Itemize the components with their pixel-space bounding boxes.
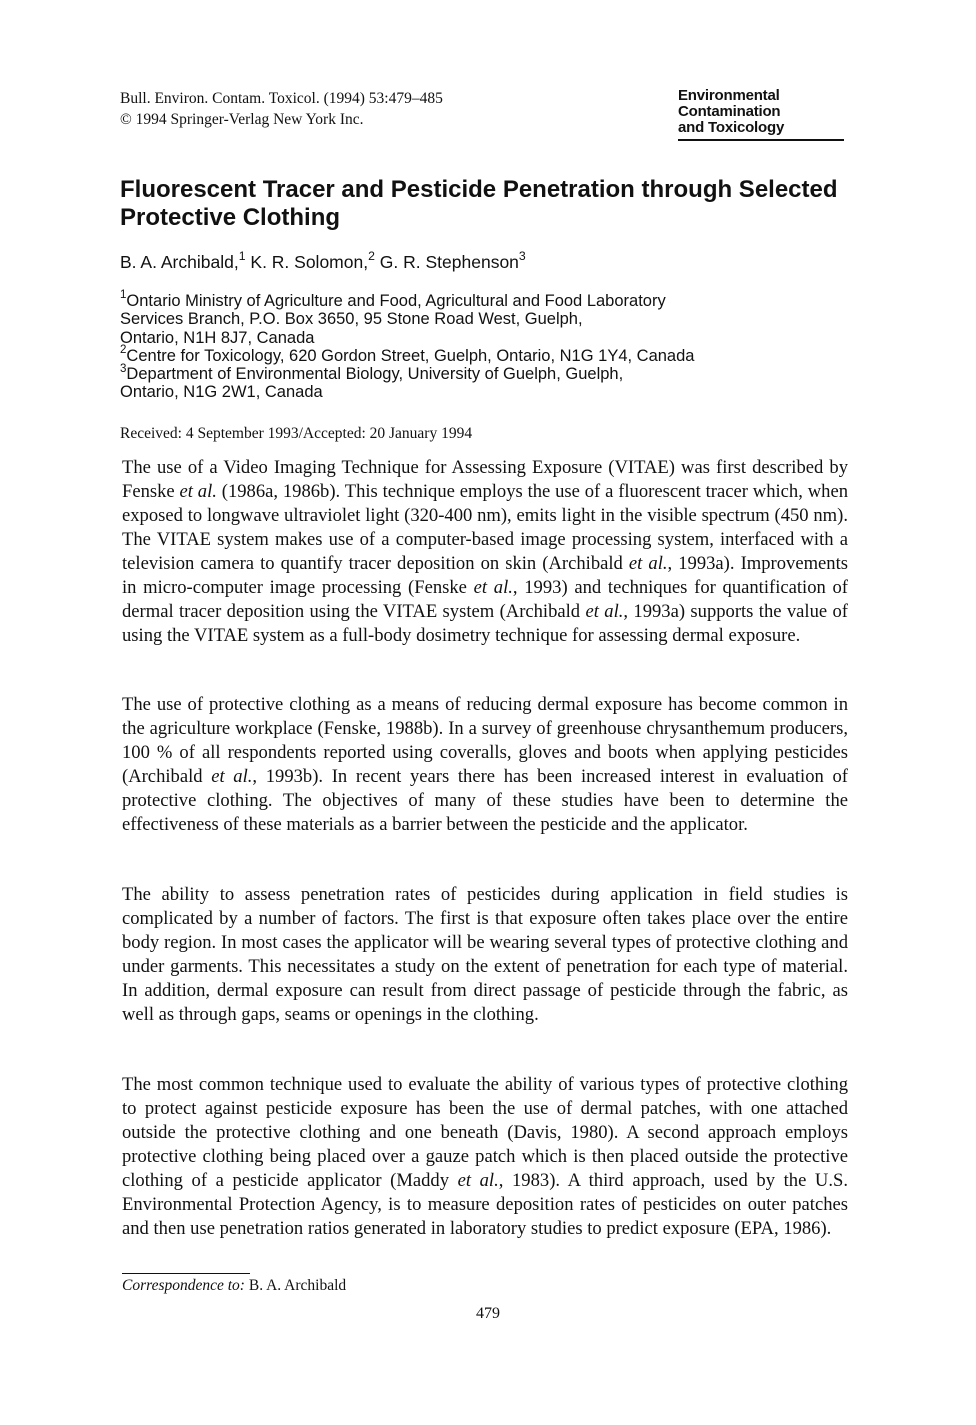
journal-logo-line: Environmental	[678, 87, 780, 104]
affiliation-line	[120, 362, 840, 384]
journal-logo-line: Contamination	[678, 103, 781, 120]
affiliation-text: Ontario Ministry of Agriculture and Food, Agricultural and Food Laboratory	[126, 292, 666, 310]
paragraph-text: The ability to assess penetration rates of pesticides during application in field studies is complicated by a number of factors. The first is that exposure often takes place over the entire body region. In most cases the applicator will be wearing several types of protective clothing and under garments. This necessitates a study on the extent of penetration for each type of material. In addition, dermal exposure can result from direct passage of pesticide through the fabric, as well as through gaps, seams or openings in the clothing.	[122, 884, 848, 1025]
author-name: G. R. Stephenson	[379, 252, 519, 272]
page-number: 479	[476, 1305, 500, 1322]
author-affiliation-mark: 3	[518, 248, 526, 263]
affiliation-text: Ontario, N1H 8J7, Canada	[120, 328, 315, 347]
journal-logo	[678, 88, 844, 141]
italic-text: et al.	[179, 481, 217, 502]
affiliation-text: Ontario, N1G 2W1, Canada	[120, 383, 323, 402]
body-paragraph	[122, 883, 848, 1027]
affiliation-list	[120, 289, 840, 402]
received-date: Received: 4 September 1993/Accepted: 20 January 1994	[120, 425, 473, 442]
affiliation-text: Services Branch, P.O. Box 3650, 95 Stone Road West, Guelph,	[120, 310, 583, 329]
paragraph-text: The use of a Video Imaging Technique for Assessing Exposure (VITAE) was first described by Fenske	[122, 457, 848, 502]
affiliation-line	[120, 289, 840, 310]
italic-text: et al.	[211, 766, 253, 787]
italic-text: et al.	[628, 553, 668, 574]
affiliation-line	[120, 344, 840, 365]
footnote-text: B. A. Archibald	[244, 1277, 347, 1294]
affiliation-line	[120, 310, 840, 328]
affiliation-mark: 2	[120, 344, 127, 357]
author-affiliation-mark: 1	[238, 248, 246, 263]
body-paragraph	[122, 456, 848, 648]
journal-logo-line: and Toxicology	[678, 119, 785, 136]
paragraph-text: (1986a, 1986b). This technique employs the use of a fluorescent tracer which, when exposed to longwave ultraviolet light (320-400 nm), emits light in the visible spectrum (450 nm). The VITAE system makes use of a computer-based image processing system, interfaced with a television camera to quantify tracer deposition on skin (Archibald	[122, 481, 848, 574]
footnote-label: Correspondence to:	[122, 1277, 245, 1294]
citation-block	[120, 88, 443, 130]
italic-text: et al.	[473, 577, 513, 598]
affiliation-mark: 1	[120, 289, 127, 302]
italic-text: et al.	[457, 1170, 499, 1191]
copyright-line: © 1994 Springer-Verlag New York Inc.	[120, 111, 364, 128]
affiliation-mark: 3	[120, 362, 127, 375]
paragraph-text: The use of protective clothing as a means of reducing dermal exposure has become common in the agriculture workplace (Fenske, 1988b). In a survey of greenhouse chrysanthemum producers, 100 % of all respondents reported using coveralls, gloves and boots when applying pesticides (Archibald	[122, 694, 848, 787]
citation-line: Bull. Environ. Contam. Toxicol. (1994) 53:479–485	[120, 90, 443, 107]
author-name: B. A. Archibald,	[120, 252, 239, 272]
author-affiliation-mark: 2	[368, 248, 375, 263]
paragraph-text: , 1983). A third approach, used by the U.S. Environmental Protection Agency, is to measure deposition rates of pesticides on outer patches and then use penetration ratios generated in laboratory studies to predict exposure (EPA, 1986).	[122, 1170, 848, 1239]
article-title: Fluorescent Tracer and Pesticide Penetration through Selected Protective Clothing	[120, 176, 838, 231]
affiliation-line	[120, 329, 840, 347]
italic-text: et al.	[585, 601, 624, 622]
paragraph-text: , 1993a). Improvements in micro-computer image processing (Fenske	[122, 553, 848, 598]
body-paragraph	[122, 1073, 848, 1241]
paragraph-text: , 1993a) supports the value of using the VITAE system as a full-body dosimetry technique for assessing dermal exposure.	[122, 601, 848, 646]
footnote-divider	[122, 1273, 250, 1274]
affiliation-line	[120, 383, 840, 401]
author-name: K. R. Solomon,	[250, 252, 369, 272]
author-list	[120, 250, 526, 274]
affiliation-text: Department of Environmental Biology, University of Guelph, Guelph,	[126, 365, 624, 384]
paragraph-text: , 1993) and techniques for quantification of dermal tracer deposition using the VITAE system (Archibald	[122, 577, 848, 622]
paragraph-text: The most common technique used to evaluate the ability of various types of protective clothing to protect against pesticide exposure has been the use of dermal patches, with one attached outside the protective clothing and one beneath (Davis, 1980). A second approach employs protective clothing being placed over a gauze patch which is then placed outside the protective clothing of a pesticide applicator (Maddy	[122, 1074, 848, 1191]
body-paragraph	[122, 693, 848, 837]
paragraph-text: , 1993b). In recent years there has been increased interest in evaluation of protective clothing. The objectives of many of these studies have been to determine the effectiveness of these materials as a barrier between the pesticide and the applicator.	[122, 766, 848, 835]
affiliation-text: Centre for Toxicology, 620 Gordon Street, Guelph, Ontario, N1G 1Y4, Canada	[126, 346, 695, 365]
correspondence-footnote	[122, 1276, 346, 1296]
